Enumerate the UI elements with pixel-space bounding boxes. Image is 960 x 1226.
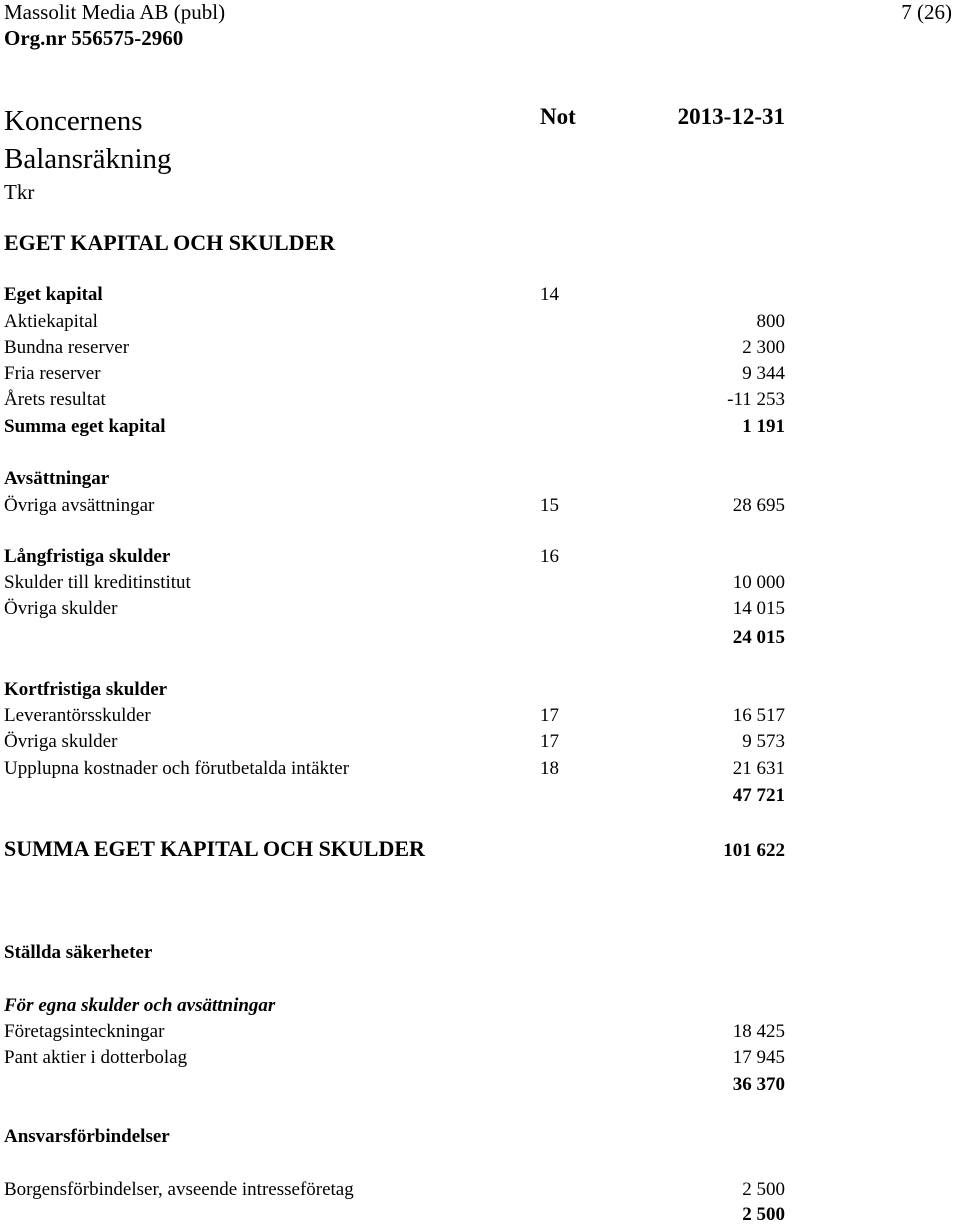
- row-label: Årets resultat: [4, 389, 106, 410]
- row-label: Leverantörsskulder: [4, 705, 151, 726]
- row-label: Upplupna kostnader och förutbetalda intäkter: [4, 758, 350, 779]
- row-note: 17: [540, 705, 559, 726]
- subtotal-value: 2 500: [742, 1204, 785, 1225]
- row-value: 14 015: [732, 598, 785, 619]
- stallda-heading: Ställda säkerheter: [4, 942, 153, 963]
- row-label: Övriga skulder: [4, 598, 118, 619]
- page-number: 7 (26): [901, 0, 952, 24]
- stallda-subheading: För egna skulder och avsättningar: [4, 995, 276, 1016]
- row-label: Skulder till kreditinstitut: [4, 572, 191, 593]
- grand-total-value: 101 622: [723, 840, 785, 861]
- row-value: 2 300: [742, 337, 785, 358]
- row-value: 18 425: [732, 1021, 785, 1042]
- sum-label: Summa eget kapital: [4, 416, 166, 437]
- row-value: 800: [756, 311, 785, 332]
- kortfristiga-heading: Kortfristiga skulder: [4, 679, 168, 700]
- row-value: -11 253: [727, 389, 785, 410]
- row-note: 18: [540, 758, 559, 779]
- company-name: Massolit Media AB (publ): [4, 0, 226, 24]
- row-value: 16 517: [732, 705, 785, 726]
- row-value: 9 573: [742, 731, 785, 752]
- sum-value: 1 191: [742, 416, 785, 437]
- avsattningar-heading: Avsättningar: [4, 468, 110, 489]
- row-value: 9 344: [742, 363, 785, 384]
- page-title-line1: Koncernens: [4, 105, 143, 137]
- row-value: 17 945: [732, 1047, 785, 1068]
- row-value: 21 631: [732, 758, 785, 779]
- row-label: Övriga avsättningar: [4, 495, 155, 516]
- row-note: 17: [540, 731, 559, 752]
- unit-label: Tkr: [4, 180, 35, 204]
- row-label: Företagsinteckningar: [4, 1021, 165, 1042]
- row-note: 15: [540, 495, 559, 516]
- column-note-header: Not: [540, 104, 576, 129]
- section-title: EGET KAPITAL OCH SKULDER: [4, 230, 336, 255]
- org-number: Org.nr 556575-2960: [4, 26, 184, 50]
- subtotal-value: 36 370: [732, 1074, 785, 1095]
- subtotal-value: 47 721: [732, 785, 785, 806]
- eget-kapital-note: 14: [540, 284, 559, 305]
- grand-total-label: SUMMA EGET KAPITAL OCH SKULDER: [4, 836, 425, 861]
- row-label: Pant aktier i dotterbolag: [4, 1047, 188, 1068]
- column-date-header: 2013-12-31: [677, 104, 785, 129]
- langfristiga-heading: Långfristiga skulder: [4, 546, 171, 567]
- row-label: Borgensförbindelser, avseende intresseföretag: [4, 1179, 354, 1200]
- row-label: Bundna reserver: [4, 337, 130, 358]
- subtotal-value: 24 015: [732, 627, 785, 648]
- row-value: 28 695: [732, 495, 785, 516]
- row-label: Övriga skulder: [4, 731, 118, 752]
- ansvar-heading: Ansvarsförbindelser: [4, 1126, 170, 1147]
- row-label: Fria reserver: [4, 363, 101, 384]
- row-value: 10 000: [732, 572, 785, 593]
- eget-kapital-heading: Eget kapital: [4, 284, 103, 305]
- langfristiga-note: 16: [540, 546, 559, 567]
- page-title-line2: Balansräkning: [4, 143, 172, 175]
- row-label: Aktiekapital: [4, 311, 98, 332]
- row-value: 2 500: [742, 1179, 785, 1200]
